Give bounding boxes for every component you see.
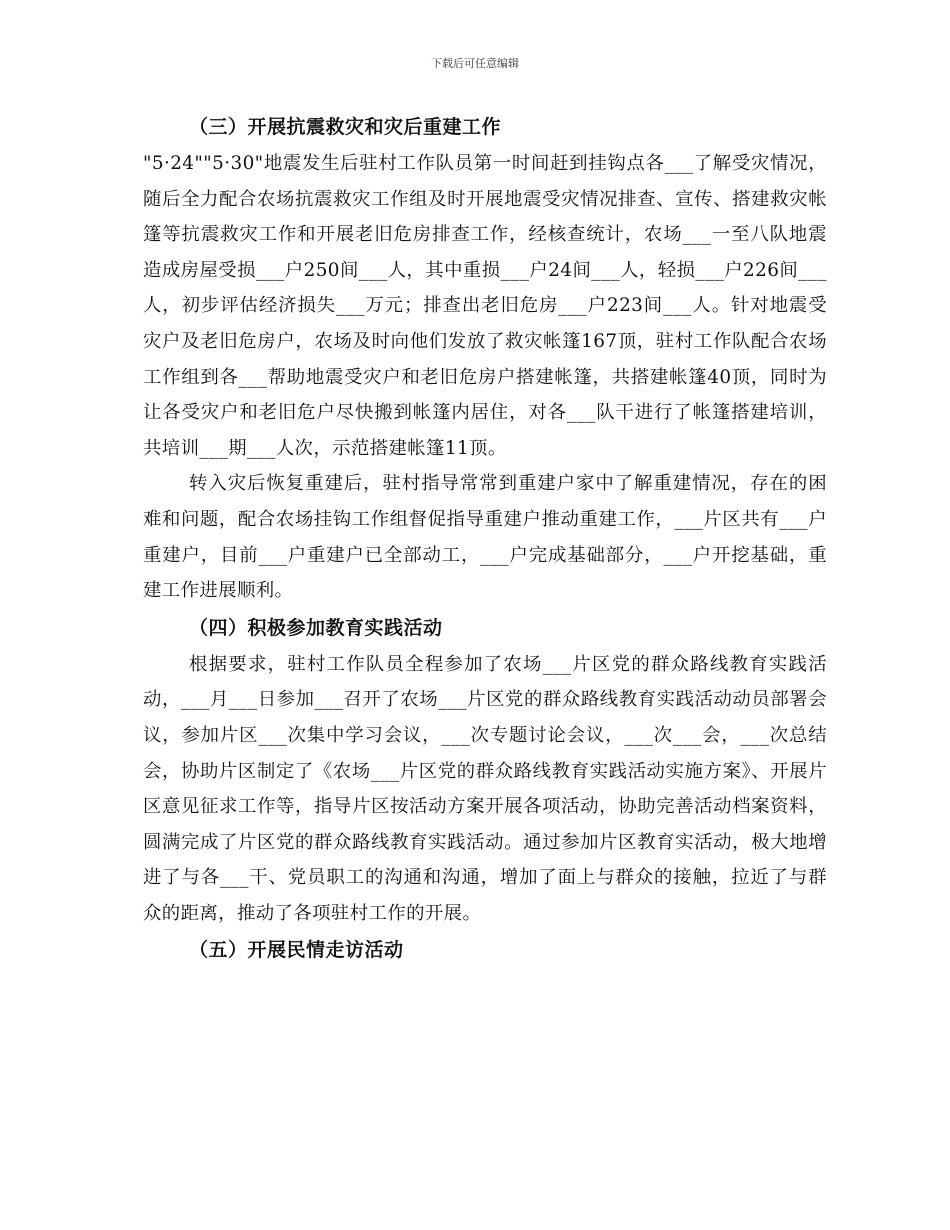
section-heading-3: （三）开展抗震救灾和灾后重建工作 (189, 116, 502, 138)
document-body (143, 108, 827, 969)
section-4-paragraph-1: 根据要求，驻村工作队员全程参加了农场___片区党的群众路线教育实践活动，___月___日参加___召开了农场___片区党的群众路线教育实践活动动员部署会议，参加片区___次集中学习会议，___次专题讨论会议，___次___会，___次总结会，协助片区制定了《农场___片区党的群众路线教育实践活动实施方案》、开展片区意见征求工作等，指导片区按活动方案开展各项活动，协助完善活动档案资料，圆满完成了片区党的群众路线教育实践活动。通过参加片区教育实活动，极大地增进了与各___干、党员职工的沟通和沟通，增加了面上与群众的接触，拉近了与群众的距离，推动了各项驻村工作的开展。 (143, 653, 827, 924)
section-3-paragraph-1: "5·24""5·30"地震发生后驻村工作队员第一时间赶到挂钩点各___了解受灾情况，随后全力配合农场抗震救灾工作组及时开展地震受灾情况排查、宣传、搭建救灾帐篷等抗震救灾工作和开展老旧危房排查工作，经核查统计，农场___一至八队地震造成房屋受损___户250间___人，其中重损___户24间___人，轻损___户226间___人，初步评估经济损失___万元；排查出老旧危房___户223间___人。针对地震受灾户及老旧危房户，农场及时向他们发放了救灾帐篷167顶，驻村工作队配合农场工作组到各___帮助地震受灾户和老旧危房户搭建帐篷，共搭建帐篷40顶，同时为让各受灾户和老旧危户尽快搬到帐篷内居住，对各___队干进行了帐篷搭建培训，共培训___期___人次，示范搭建帐篷11顶。 (143, 153, 827, 459)
section-heading-5: （五）开展民情走访活动 (189, 939, 404, 962)
section-3-paragraph-2: 转入灾后恢复重建后，驻村指导常常到重建户家中了解重建情况，存在的困难和问题，配合农场挂钩工作组督促指导重建户推动重建工作，___片区共有___户重建户，目前___户重建户已全部动工，___户完成基础部分，___户开挖基础，重建工作进展顺利。 (143, 473, 827, 602)
page-header-note: 下载后可任意编辑 (431, 57, 519, 70)
section-heading-4: （四）积极参加教育实践活动 (189, 616, 443, 639)
